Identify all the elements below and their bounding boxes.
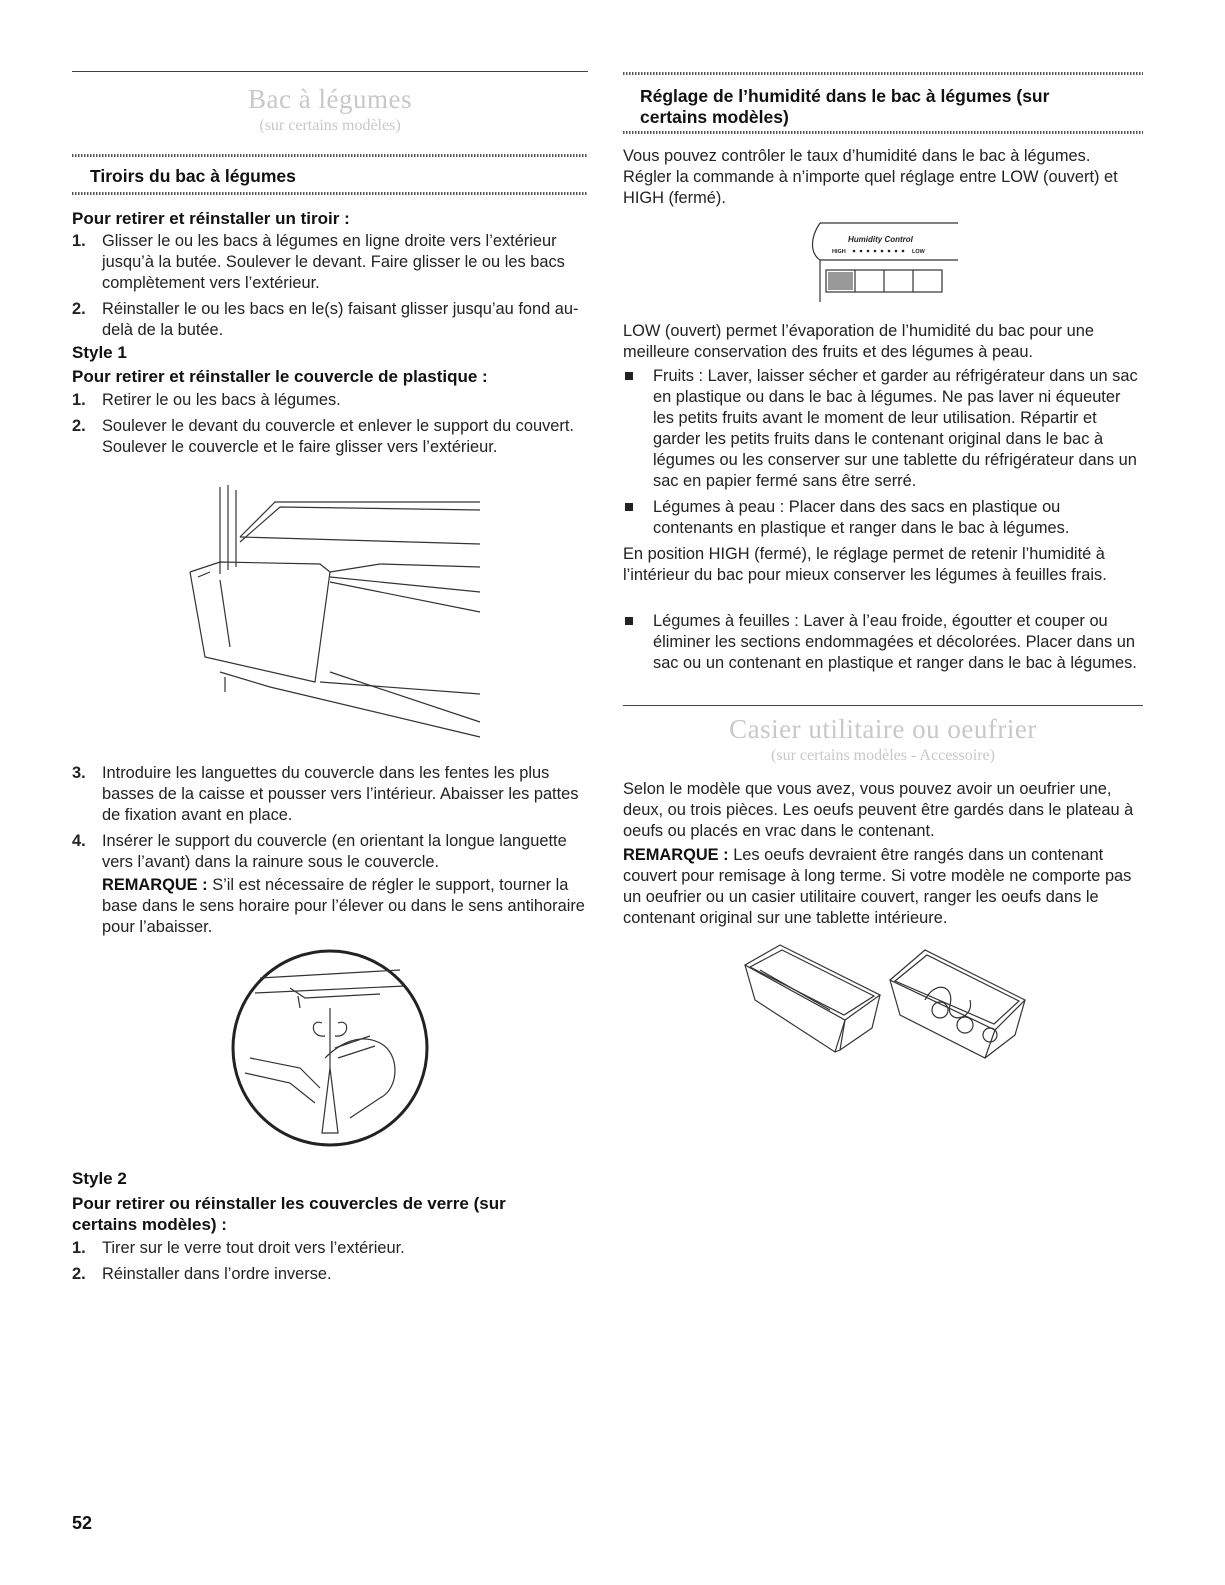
style1-steps: [72, 390, 588, 463]
low-setting-text: LOW (ouvert) permet l’évaporation de l’humidité du bac pour une meilleure conservation des fruits et des légumes à peau.: [623, 322, 1095, 361]
style1-label: Style 1: [72, 343, 127, 362]
humidity-high-label: HIGH: [832, 249, 846, 255]
list-item: 3. Introduire les languettes du couvercle dans les fentes les plus basses de la caisse et pousser vers l’intérieur. Abaisser les pattes de fixation avant en place.: [72, 764, 579, 824]
list-item: Légumes à peau : Placer dans des sacs en plastique ou contenants en plastique et ranger dans le bac à légumes.: [623, 497, 1141, 539]
style1-heading: Pour retirer et réinstaller le couvercle de plastique :: [72, 367, 488, 386]
section-title-crisper: [72, 84, 588, 135]
list-item: 1. Tirer sur le verre tout droit vers l’extérieur.: [72, 1239, 405, 1257]
note-text: S’il est nécessaire de régler le support, tourner la base dans le sens horaire pour l’élever ou dans le sens antihoraire pour l’abaisser.: [102, 876, 585, 936]
egg-section-rule: [623, 705, 1143, 706]
humidity-heading: Réglage de l’humidité dans le bac à légumes (sur certains modèles): [640, 86, 1050, 127]
note-text: Les oeufs devraient être rangés dans un contenant couvert pour remisage à long terme. Si votre modèle ne comporte pas un oeufrier ou un casier utilitaire couvert, ranger les oeufs dans le contenant original sur une tablette intérieure.: [623, 846, 1132, 927]
bullet-square-icon: [625, 617, 633, 625]
section-subtitle-text: (sur certains modèles - Accessoire): [771, 747, 995, 764]
humidity-intro: Vous pouvez contrôler le taux d’humidité dans le bac à légumes. Régler la commande à n’importe quel réglage entre LOW (ouvert) et HIGH (fermé).: [623, 147, 1118, 207]
humidity-control-graphic: [810, 218, 960, 306]
dotted-rule: [72, 154, 588, 157]
list-item: 2. Soulever le devant du couvercle et enlever le support du couvert. Soulever le couvercle et le faire glisser vers l’extérieur.: [72, 417, 574, 456]
subsection-title-drawers: Tiroirs du bac à légumes: [90, 166, 296, 186]
list-item: Fruits : Laver, laisser sécher et garder au réfrigérateur dans un sac en plastique ou dans le bac à légumes. Ne pas laver ni équeuter les petits fruits avant le moment de leur utilisation. Répartir et garder les petits fruits dans le contenant original dans le bac à légumes ou les conserver sur une tablette du réfrigérateur dans un sac en papier fermé sans être serré.: [623, 366, 1141, 492]
section-title-egg: [623, 714, 1143, 765]
note-label: REMARQUE :: [102, 876, 208, 894]
egg-paragraph: Selon le modèle que vous avez, vous pouvez avoir un oeufrier une, deux, ou trois pièces. Les oeufs peuvent être gardés dans le plateau à oeufs ou placés en vrac dans le contenant.: [623, 780, 1134, 840]
list-item: 4. Insérer le support du couvercle (en orientant la longue languette vers l’avant) dans la rainure sous le couvercle.: [72, 832, 567, 871]
section-title-text: Bac à légumes: [248, 84, 412, 114]
support-adjust-illustration: [230, 948, 430, 1148]
left-top-rule: [72, 71, 588, 72]
high-setting-bullets: [623, 611, 1141, 679]
crisper-drawer-illustration: [180, 482, 490, 747]
section-subtitle-text: (sur certains modèles): [259, 117, 401, 134]
list-item: 1. Glisser le ou les bacs à légumes en ligne droite vers l’extérieur jusqu’à la butée. Soulever le devant. Faire glisser le ou les bacs complètement vers l’extérieur.: [72, 232, 565, 292]
style2-label: Style 2: [72, 1169, 127, 1188]
section-title-text: Casier utilitaire ou oeufrier: [729, 714, 1037, 744]
note-label: REMARQUE :: [623, 846, 729, 864]
style2-heading: Pour retirer ou réinstaller les couvercles de verre (sur certains modèles) :: [72, 1194, 506, 1234]
humidity-control-title: Humidity Control: [848, 235, 913, 244]
dotted-rule: [72, 192, 588, 195]
high-setting-text: En position HIGH (fermé), le réglage permet de retenir l’humidité à l’intérieur du bac pour mieux conserver les légumes à feuilles frais.: [623, 545, 1107, 584]
list-item: Légumes à feuilles : Laver à l’eau froide, égoutter et couper ou éliminer les sections endommagées et décolorées. Placer dans un sac ou un contenant en plastique et ranger dans le bac à légumes.: [623, 611, 1141, 674]
bullet-square-icon: [625, 503, 633, 511]
style2-steps: [72, 1238, 588, 1290]
bullet-square-icon: [625, 372, 633, 380]
humidity-low-label: LOW: [912, 249, 925, 255]
remove-drawer-steps: [72, 231, 588, 346]
style1-steps-cont: [72, 763, 588, 878]
list-item: 2. Réinstaller dans l’ordre inverse.: [72, 1265, 332, 1283]
dotted-rule: [623, 131, 1143, 134]
low-setting-bullets: [623, 366, 1141, 544]
page-number: 52: [72, 1513, 93, 1533]
egg-note: [623, 845, 1143, 929]
dotted-rule: [623, 72, 1143, 75]
list-item: 1. Retirer le ou les bacs à légumes.: [72, 391, 341, 409]
egg-bins-illustration: [740, 940, 1030, 1060]
list-item: 2. Réinstaller le ou les bacs en le(s) faisant glisser jusqu’au fond au-delà de la butée.: [72, 300, 579, 339]
style1-note: [102, 875, 588, 938]
remove-drawer-heading: Pour retirer et réinstaller un tiroir :: [72, 209, 350, 228]
